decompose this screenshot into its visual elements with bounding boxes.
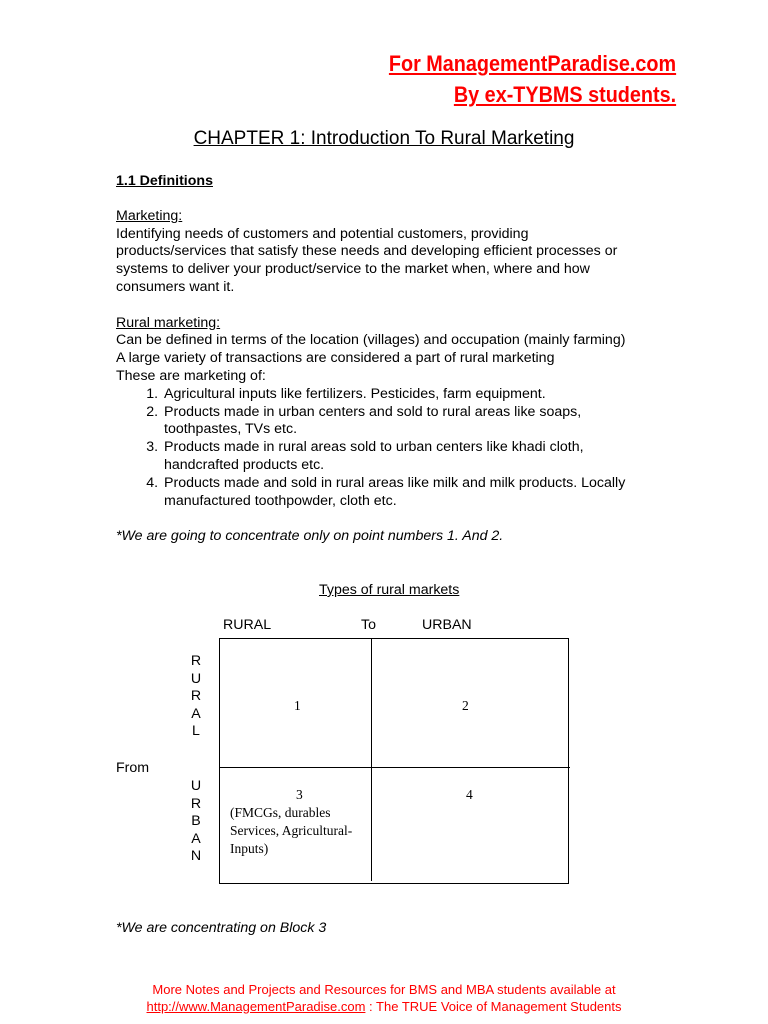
- cell-3-label: 3: [296, 787, 303, 802]
- footer-link[interactable]: http://www.ManagementParadise.com: [146, 998, 366, 1014]
- column-label-rural: RURAL: [223, 617, 272, 633]
- header-line-2: By ex-TYBMS students.: [453, 82, 676, 107]
- list-item: 2. Products made in urban centers and sold to rural areas like soaps, toothpastes, TVs etc.: [162, 404, 676, 440]
- footer-line-2: [0, 999, 768, 1016]
- document-body: [116, 173, 676, 546]
- row-label-rural: R U R A L: [190, 653, 202, 740]
- marketing-label: Marketing:: [116, 207, 183, 224]
- diagram-caption: Types of rural markets: [319, 582, 460, 598]
- marketing-line: systems to deliver your product/service to the market when, where and how: [116, 261, 590, 278]
- matrix-divider-horizontal: [219, 767, 570, 768]
- header-line-1[interactable]: For ManagementParadise.com: [388, 51, 676, 76]
- column-label-urban: URBAN: [422, 617, 472, 633]
- list-item: 3. Products made in rural areas sold to urban centers like khadi cloth, handcrafted products etc.: [162, 439, 676, 475]
- row-label-from: From: [116, 760, 150, 776]
- cell-4-label: 4: [466, 787, 473, 802]
- marketing-types-list: [116, 386, 676, 511]
- chapter-title: CHAPTER 1: Introduction To Rural Marketing: [193, 128, 575, 149]
- section-heading: 1.1 Definitions: [116, 173, 213, 189]
- rural-line: Can be defined in terms of the location (villages) and occupation (mainly farming): [116, 332, 626, 349]
- list-item: 4. Products made and sold in rural areas like milk and milk products. Locally manufactured toothpowder, cloth etc.: [162, 475, 676, 511]
- marketing-line: products/services that satisfy these needs and developing efficient processes or: [116, 243, 618, 260]
- row-label-urban: U R B A N: [190, 778, 202, 865]
- column-label-to: To: [361, 617, 376, 633]
- note-block-3: *We are concentrating on Block 3: [116, 920, 327, 936]
- footer-line-1: More Notes and Projects and Resources for BMS and MBA students available at: [152, 982, 616, 997]
- rural-line: A large variety of transactions are considered a part of rural marketing: [116, 350, 555, 367]
- footer: [0, 982, 768, 1015]
- market-matrix: [219, 638, 569, 884]
- marketing-line: Identifying needs of customers and potential customers, providing: [116, 225, 529, 242]
- cell-1-label: 1: [294, 698, 301, 713]
- list-item: 1. Agricultural inputs like fertilizers. Pesticides, farm equipment.: [162, 386, 676, 404]
- cell-2-label: 2: [462, 698, 469, 713]
- cell-3-text: (FMCGs, durables Services, Agricultural- Inputs): [230, 805, 353, 856]
- matrix-divider-vertical: [371, 638, 372, 881]
- footer-tagline: : The TRUE Voice of Management Students: [365, 998, 622, 1014]
- rural-marketing-label: Rural marketing:: [116, 314, 221, 331]
- rural-line: These are marketing of:: [116, 367, 266, 384]
- note-concentrate: *We are going to concentrate only on point numbers 1. And 2.: [116, 528, 504, 545]
- marketing-line: consumers want it.: [116, 278, 235, 295]
- header-banner: [389, 48, 676, 110]
